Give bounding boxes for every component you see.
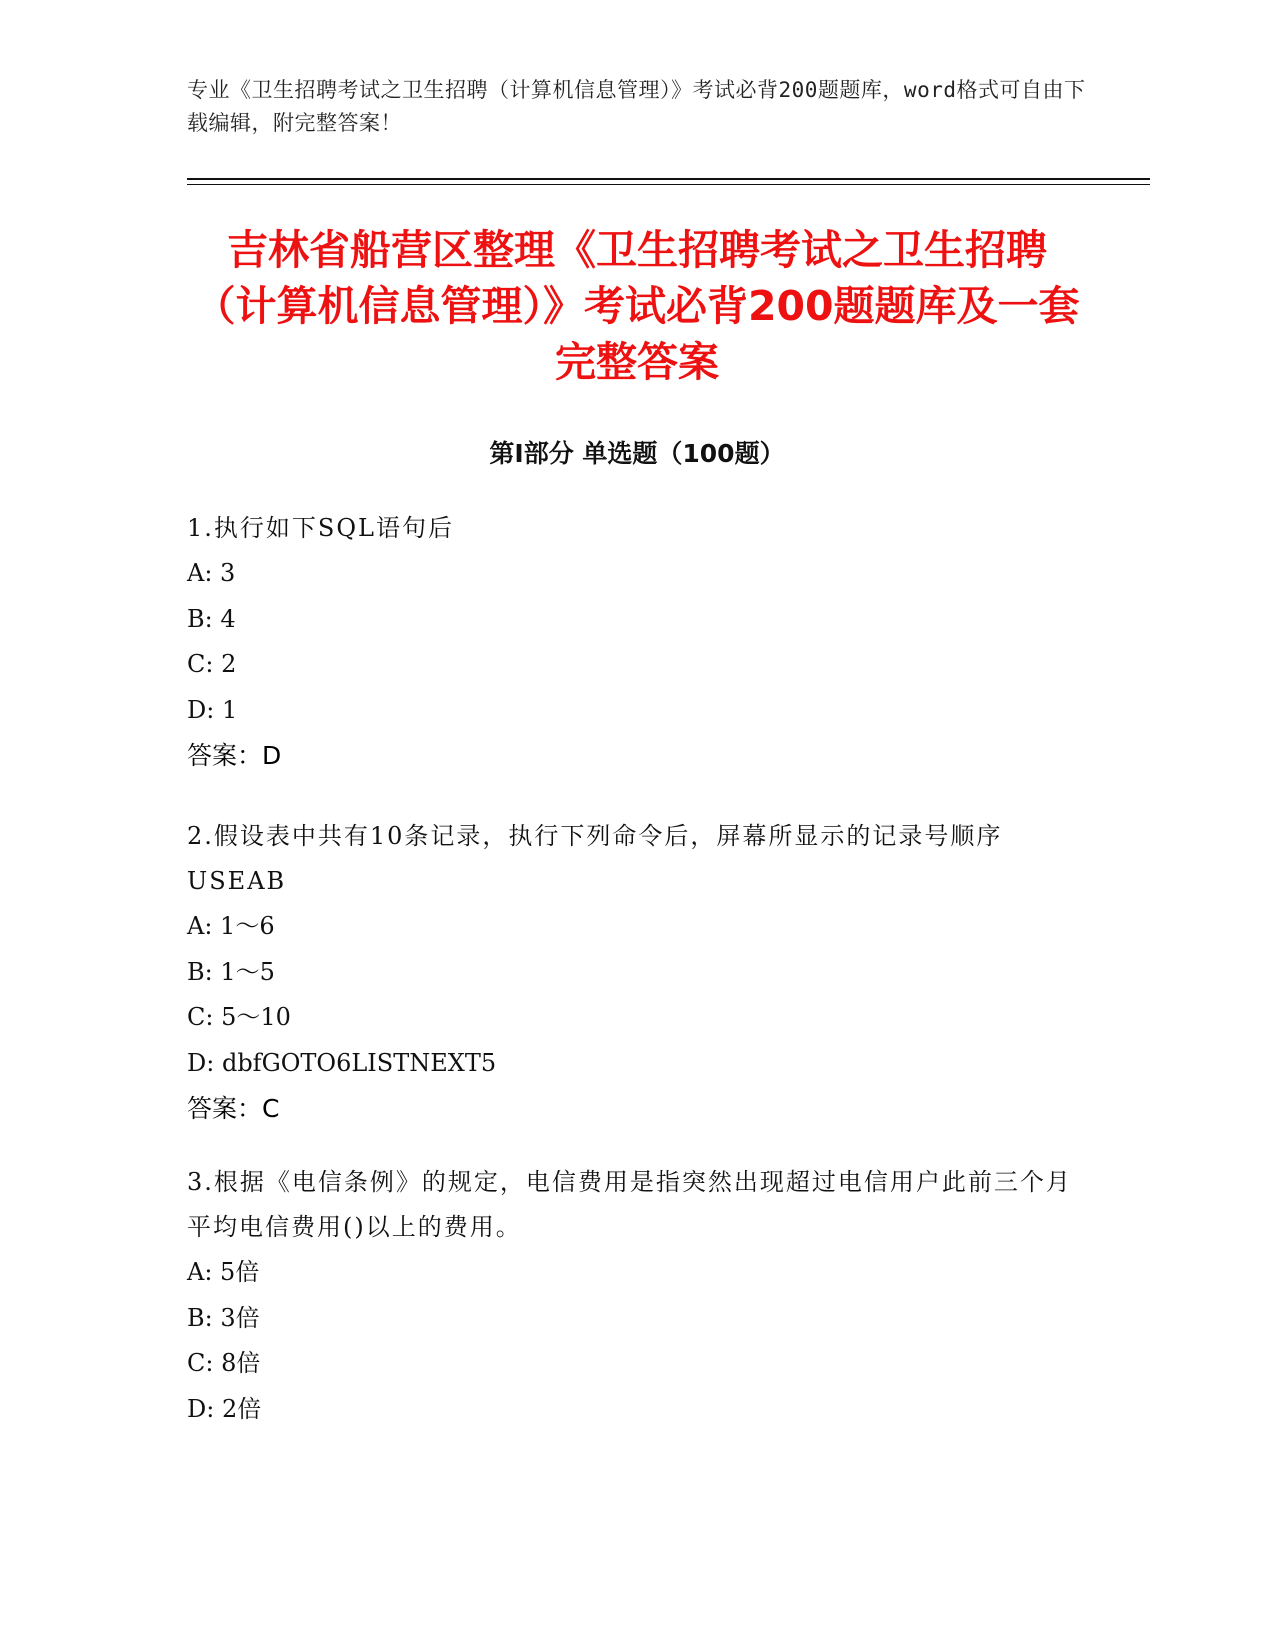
option-d: D: 2倍 xyxy=(187,1394,262,1423)
answer-label: 答案：C xyxy=(187,1094,280,1123)
option-b: B: 4 xyxy=(187,604,236,633)
option-d: D: dbfGOTO6LISTNEXT5 xyxy=(187,1048,497,1077)
option-a: A: 3 xyxy=(187,559,236,587)
question-stem: 2.假设表中共有10条记录，执行下列命令后，屏幕所显示的记录号顺序USEAB xyxy=(187,822,1003,895)
header-divider-thin xyxy=(187,184,1150,185)
option-c: C: 5～10 xyxy=(187,1003,291,1031)
option-d: D: 1 xyxy=(187,695,238,724)
header-note: 专业《卫生招聘考试之卫生招聘（计算机信息管理）》考试必背200题题库，word格式可自由下载编辑，附完整答案！ xyxy=(187,78,1086,135)
question-1 xyxy=(187,506,1087,778)
option-b: B: 1～5 xyxy=(187,957,275,986)
option-a: A: 1～6 xyxy=(187,912,275,940)
answer-label: 答案：D xyxy=(187,741,282,770)
question-2 xyxy=(187,814,1087,1131)
header-divider-thick xyxy=(187,178,1150,180)
question-3 xyxy=(187,1160,1087,1432)
option-a: A: 5倍 xyxy=(187,1258,260,1286)
question-stem: 3.根据《电信条例》的规定，电信费用是指突然出现超过电信用户此前三个月平均电信费用()以上的费用。 xyxy=(187,1168,1072,1241)
option-c: C: 8倍 xyxy=(187,1349,261,1377)
option-b: B: 3倍 xyxy=(187,1303,260,1332)
option-c: C: 2 xyxy=(187,650,237,678)
section-heading: 第I部分 单选题（100题） xyxy=(489,439,785,468)
document-title: 吉林省船营区整理《卫生招聘考试之卫生招聘（计算机信息管理）》考试必背200题题库及一套完整答案 xyxy=(194,226,1080,386)
question-stem: 1.执行如下SQL语句后 xyxy=(187,514,454,542)
